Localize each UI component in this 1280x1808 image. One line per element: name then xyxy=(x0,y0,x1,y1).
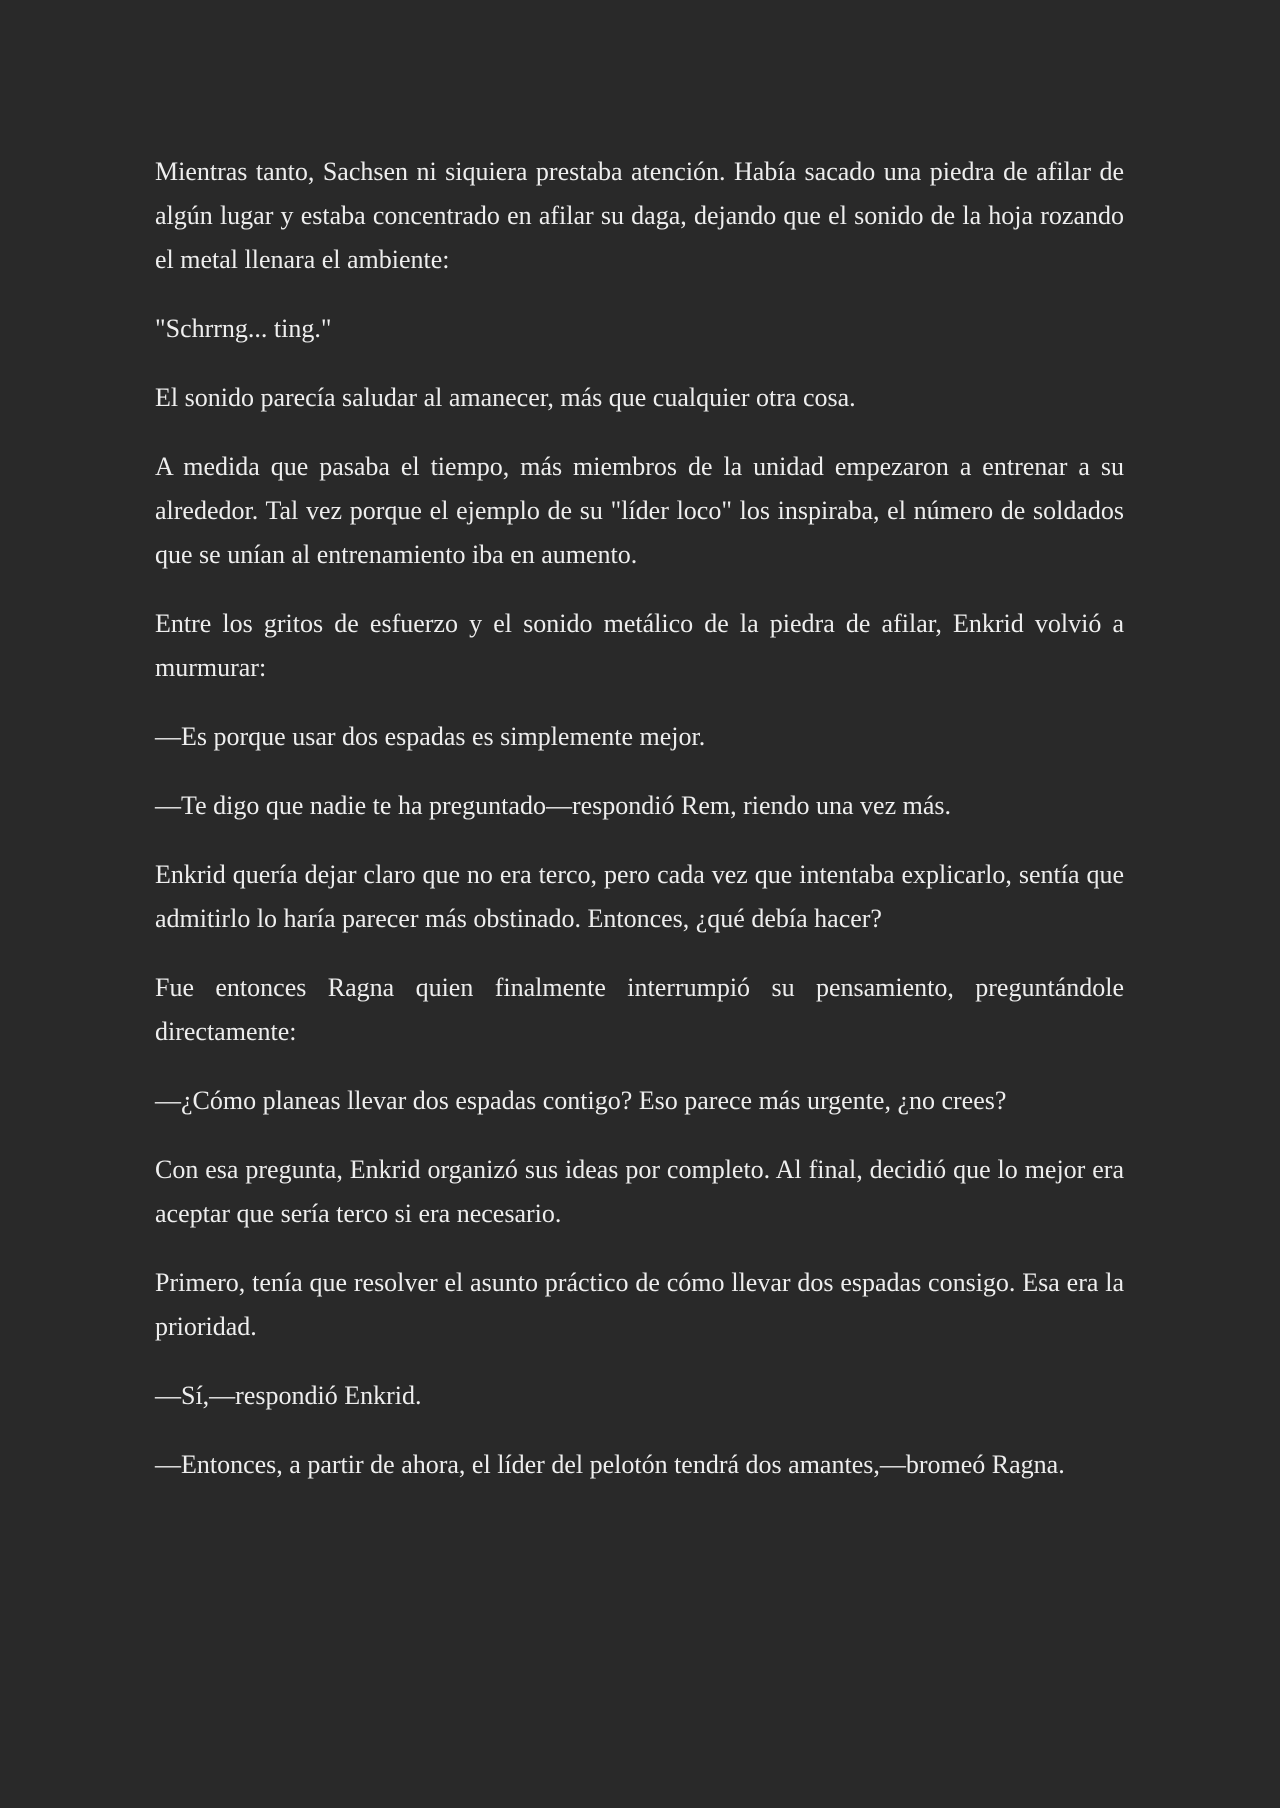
paragraph-7: —Te digo que nadie te ha preguntado—respondió Rem, riendo una vez más. xyxy=(155,791,952,820)
paragraph-3: El sonido parecía saludar al amanecer, más que cualquier otra cosa. xyxy=(155,383,856,412)
paragraph-1: Mientras tanto, Sachsen ni siquiera prestaba atención. Había sacado una piedra de afilar de algún lugar y estaba concentrado en afilar su daga, dejando que el sonido de la hoja rozando el metal llenara el ambiente: xyxy=(155,157,1124,274)
paragraph-9: Fue entonces Ragna quien finalmente interrumpió su pensamiento, preguntándole directamente: xyxy=(155,973,1124,1046)
paragraph-8: Enkrid quería dejar claro que no era terco, pero cada vez que intentaba explicarlo, sentía que admitirlo lo haría parecer más obstinado. Entonces, ¿qué debía hacer? xyxy=(155,860,1124,933)
paragraph-2: "Schrrng... ting." xyxy=(155,314,332,343)
paragraph-4: A medida que pasaba el tiempo, más miembros de la unidad empezaron a entrenar a su alrededor. Tal vez porque el ejemplo de su "líder loco" los inspiraba, el número de soldados que se unían al entrenamiento iba en aumento. xyxy=(155,452,1124,569)
paragraph-5: Entre los gritos de esfuerzo y el sonido metálico de la piedra de afilar, Enkrid volvió a murmurar: xyxy=(155,609,1124,682)
paragraph-12: Primero, tenía que resolver el asunto práctico de cómo llevar dos espadas consigo. Esa era la prioridad. xyxy=(155,1268,1124,1341)
paragraph-11: Con esa pregunta, Enkrid organizó sus ideas por completo. Al final, decidió que lo mejor era aceptar que sería terco si era necesario. xyxy=(155,1155,1124,1228)
paragraph-10: —¿Cómo planeas llevar dos espadas contigo? Eso parece más urgente, ¿no crees? xyxy=(155,1086,1007,1115)
paragraph-14: —Entonces, a partir de ahora, el líder del pelotón tendrá dos amantes,—bromeó Ragna. xyxy=(155,1450,1065,1479)
paragraph-13: —Sí,—respondió Enkrid. xyxy=(155,1381,422,1410)
paragraph-6: —Es porque usar dos espadas es simplemente mejor. xyxy=(155,722,706,751)
